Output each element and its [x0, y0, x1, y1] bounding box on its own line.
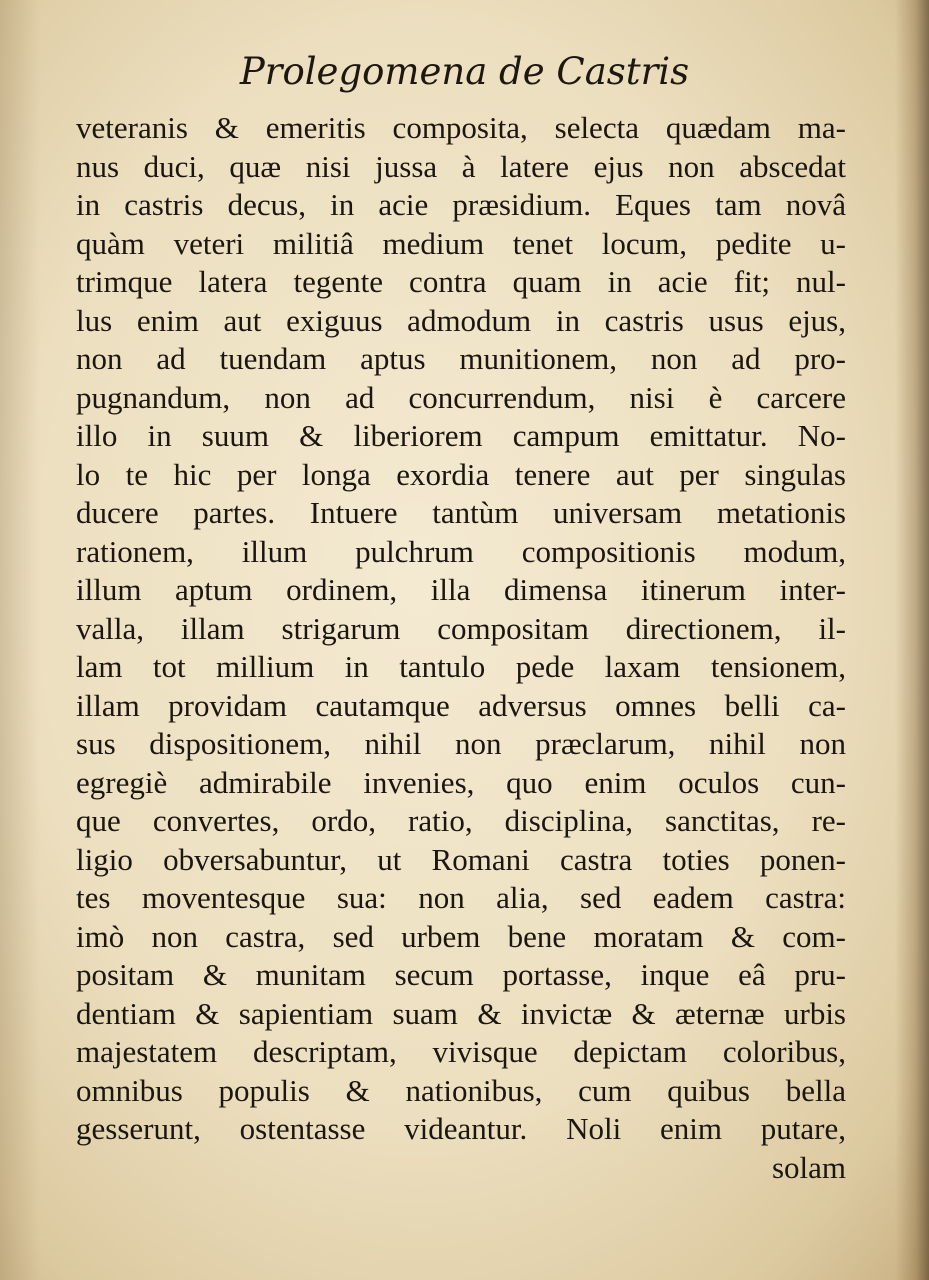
text-line: tes moventesque sua: non alia, sed eadem castra:: [76, 880, 846, 915]
text-line: illo in suum & liberiorem campum emittatur. No-: [76, 418, 846, 453]
text-line: quàm veteri militiâ medium tenet locum, pedite u-: [76, 225, 846, 261]
text-line: non ad tuendam aptus munitionem, non ad pro-: [76, 341, 846, 376]
text-line: veteranis & emeritis composita, selecta quædam ma-: [76, 110, 846, 145]
text-line: ducere partes. Intuere tantùm universam metationis: [76, 495, 846, 530]
text-line: pugnandum, non ad concurrendum, nisi è carcere: [76, 379, 846, 415]
page-gutter-shadow: [0, 0, 40, 1280]
text-line: lo te hic per longa exordia tenere aut per singulas: [76, 456, 846, 492]
text-line: sus dispositionem, nihil non præclarum, nihil non: [76, 726, 846, 761]
text-line: valla, illam strigarum compositam directionem, il-: [76, 610, 846, 646]
text-line: gesserunt, ostentasse videantur. Noli enim putare,: [76, 1111, 846, 1146]
text-line: dentiam & sapientiam suam & invictæ & æternæ urbis: [76, 995, 846, 1031]
text-line: egregiè admirabile invenies, quo enim oculos cun-: [76, 764, 846, 800]
text-line: nus duci, quæ nisi jussa à latere ejus non abscedat: [76, 148, 846, 184]
text-line: lus enim aut exiguus admodum in castris usus ejus,: [76, 302, 846, 338]
text-line: rationem, illum pulchrum compositionis modum,: [76, 533, 846, 569]
text-line: illum aptum ordinem, illa dimensa itinerum inter-: [76, 572, 846, 607]
text-line: majestatem descriptam, vivisque depictam coloribus,: [76, 1034, 846, 1069]
text-line: positam & munitam secum portasse, inque eâ pru-: [76, 957, 846, 992]
text-line: que convertes, ordo, ratio, disciplina, sanctitas, re-: [76, 803, 846, 838]
running-header: Prolegomena de Castris: [239, 50, 690, 93]
text-line: illam providam cautamque adversus omnes belli ca-: [76, 687, 846, 723]
text-line: ligio obversabuntur, ut Romani castra toties ponen-: [76, 841, 846, 877]
catchword: solam: [771, 1149, 846, 1185]
text-line: trimque latera tegente contra quam in acie fit; nul-: [76, 264, 846, 299]
body-text: [76, 109, 846, 1187]
text-line: omnibus populis & nationibus, cum quibus bella: [76, 1072, 846, 1108]
text-line: lam tot millium in tantulo pede laxam tensionem,: [76, 649, 846, 684]
text-line: in castris decus, in acie præsidium. Eques tam novâ: [76, 187, 846, 222]
text-line: imò non castra, sed urbem bene moratam & com-: [76, 918, 846, 954]
page-edge-shadow: [895, 0, 929, 1280]
